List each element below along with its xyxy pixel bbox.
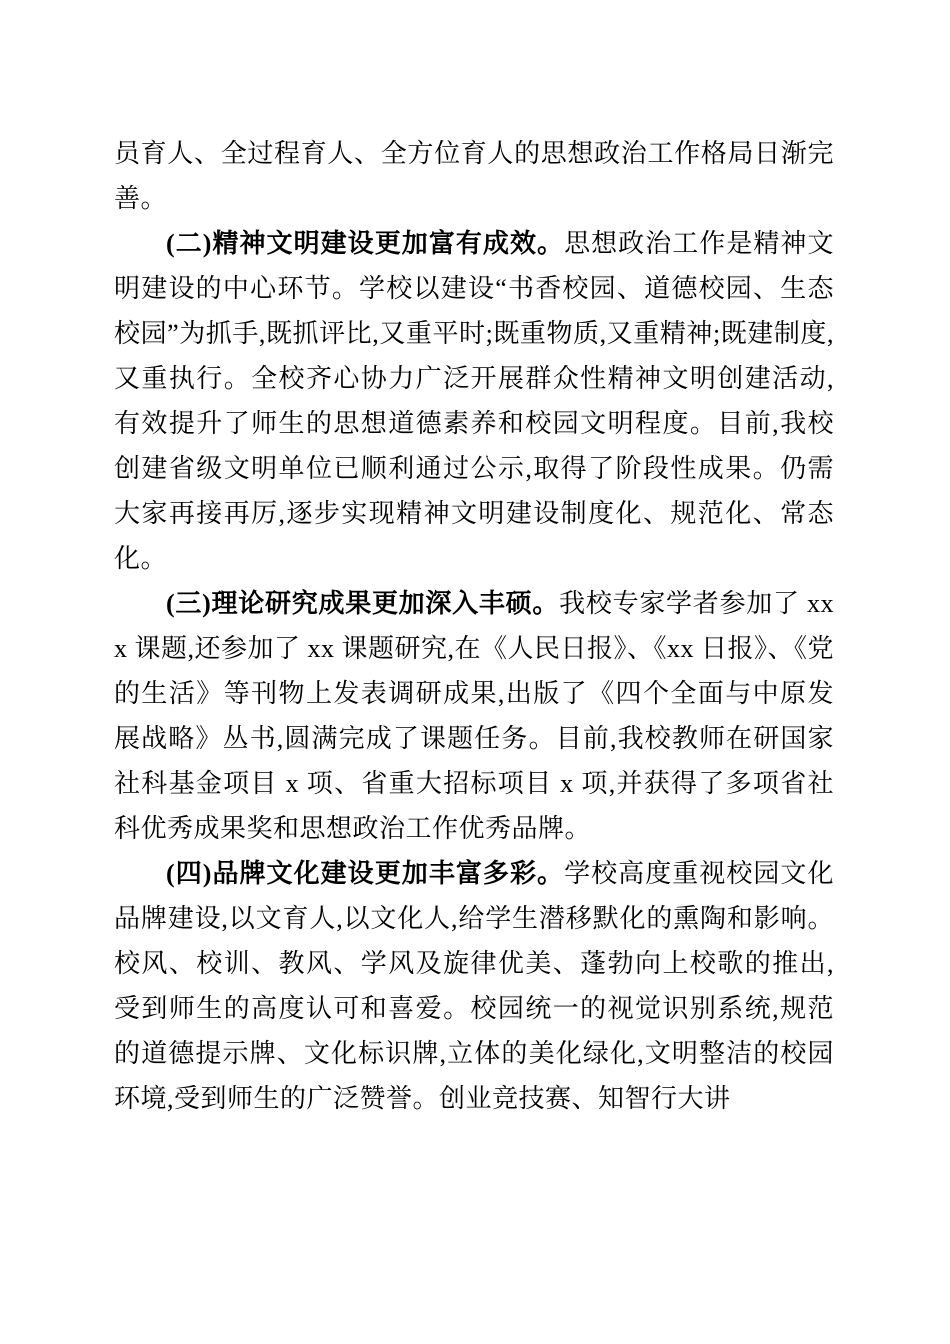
paragraph-body: 员育人、全过程育人、全方位育人的思想政治工作格局日渐完善。 bbox=[114, 139, 834, 213]
section-3-heading: (三)理论研究成果更加深入丰硕。 bbox=[166, 589, 560, 618]
paragraph-continuation bbox=[114, 131, 834, 221]
paragraph-section-2 bbox=[114, 221, 834, 581]
paragraph-body: 学校高度重视校园文化品牌建设,以文育人,以文化人,给学生潜移默化的熏陶和影响。校风、校训、教风、学风及旋律优美、蓬勃向上校歌的推出,受到师生的高度认可和喜爱。校园统一的视觉识别系统,规范的道德提示牌、文化标识牌,立体的美化绿化,文明整洁的校园环境,受到师生的广泛赞誉。创业竞技赛、知智行大讲 bbox=[114, 859, 834, 1113]
section-2-heading: (二)精神文明建设更加富有成效。 bbox=[166, 229, 565, 258]
paragraph-section-3 bbox=[114, 581, 834, 851]
paragraph-body: 思想政治工作是精神文明建设的中心环节。学校以建设“书香校园、道德校园、生态校园”为抓手,既抓评比,又重平时;既重物质,又重精神;既建制度,又重执行。全校齐心协力广泛开展群众性精神文明创建活动,有效提升了师生的思想道德素养和校园文明程度。目前,我校创建省级文明单位已顺利通过公示,取得了阶段性成果。仍需大家再接再厉,逐步实现精神文明建设制度化、规范化、常态化。 bbox=[114, 229, 834, 573]
paragraph-section-4 bbox=[114, 851, 834, 1121]
section-4-heading: (四)品牌文化建设更加丰富多彩。 bbox=[166, 859, 565, 888]
document-text-block bbox=[114, 131, 834, 1121]
paragraph-body: 我校专家学者参加了 xxx 课题,还参加了 xx 课题研究,在《人民日报》、《xx 日报》、《党的生活》等刊物上发表调研成果,出版了《四个全面与中原发展战略》丛书,圆满完成了课题任务。目前,我校教师在研国家社科基金项目 x 项、省重大招标项目 x 项,并获得了多项省社科优秀成果奖和思想政治工作优秀品牌。 bbox=[114, 589, 835, 843]
